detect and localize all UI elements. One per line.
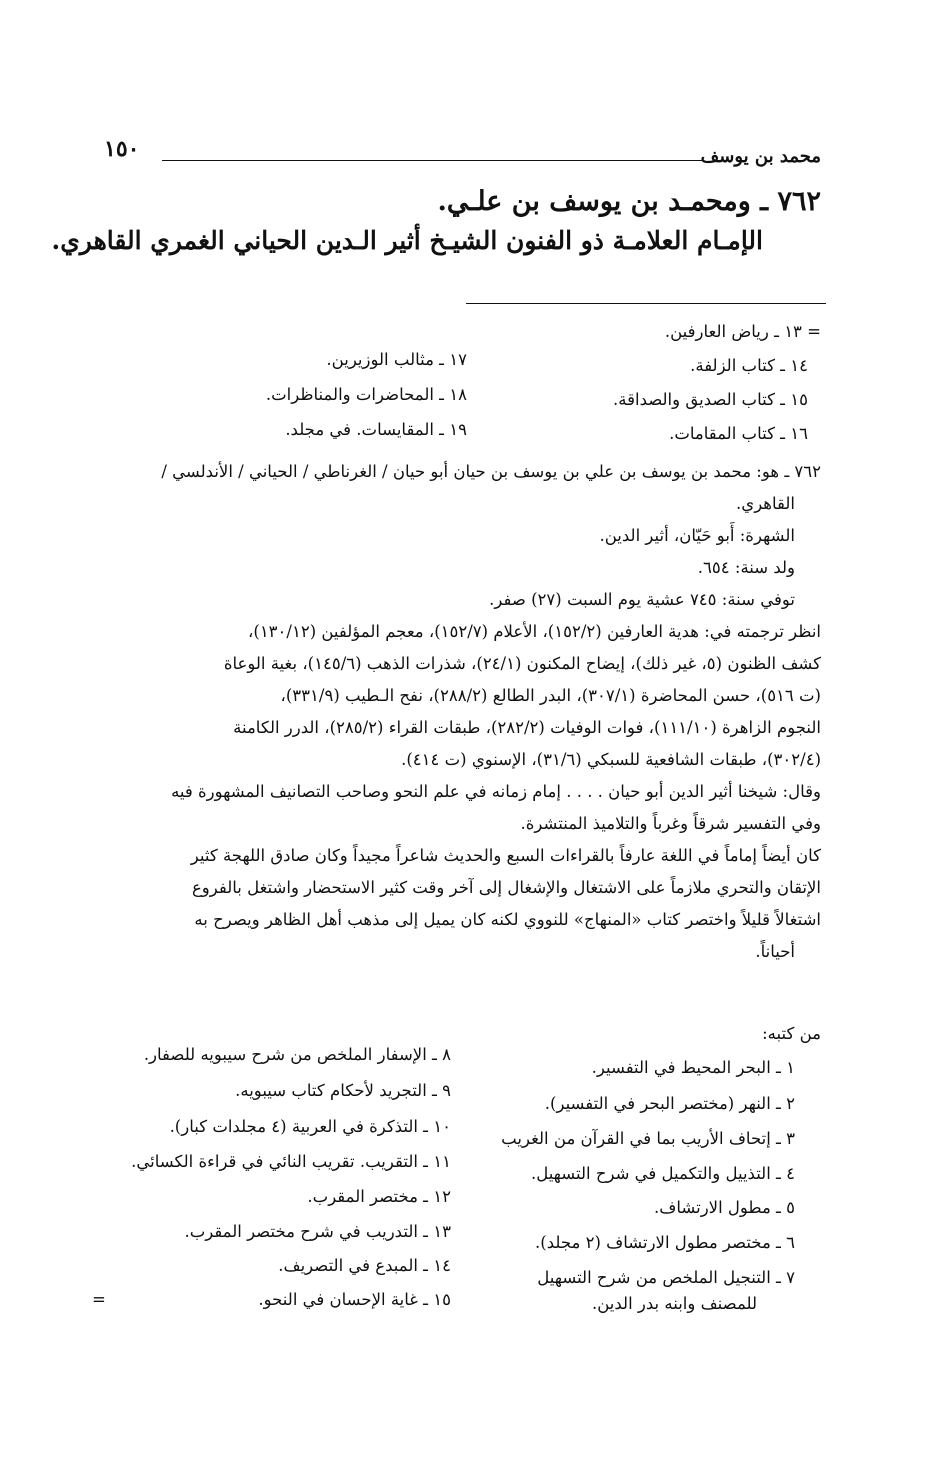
sources-line: النجوم الزاهرة (١١١/١٠)، فوات الوفيات (٢٨٢/٢)، طبقات القراء (٢٨٥/٢)، الدرر الكامنة bbox=[233, 718, 821, 737]
continuation-mark: = bbox=[92, 1290, 106, 1309]
book-item-8: ٨ ـ الإسفار الملخص من شرح سيبويه للصفار. bbox=[143, 1045, 451, 1064]
died-line: توفي سنة: ٧٤٥ عشية يوم السبت (٢٧) صفر. bbox=[489, 590, 795, 609]
book-item-7-cont: للمصنف وابنه بدر الدين. bbox=[592, 1294, 757, 1313]
identity-line-cont: القاهري. bbox=[736, 494, 795, 513]
entry-description: الإمـام العلامـة ذو الفنون الشيـخ أثير الـدين الحياني الغمري القاهري. bbox=[51, 226, 763, 255]
running-head: محمد بن يوسف bbox=[700, 146, 821, 167]
entry-heading: ٧٦٢ ـ ومحمـد بن يوسف بن علـي. bbox=[437, 186, 821, 217]
sources-line: (٣٠٢/٤)، طبقات الشافعية للسبكي (٣١/٦)، الإسنوي (ت ٤١٤). bbox=[401, 750, 821, 769]
book-item-2: ٢ ـ النهر (مختصر البحر في التفسير). bbox=[544, 1094, 795, 1113]
book-item-14: ١٤ ـ المبدع في التصريف. bbox=[278, 1256, 451, 1275]
prev-book-19: ١٩ ـ المقايسات. في مجلد. bbox=[285, 420, 467, 439]
sources-line: انظر ترجمته في: هدية العارفين (١٥٢/٢)، الأعلام (١٥٢/٧)، معجم المؤلفين (١٣٠/١٢)، bbox=[248, 622, 821, 641]
description-line: اشتغالاً قليلاً واختصر كتاب «المنهاج» للنووي لكنه كان يميل إلى مذهب أهل الظاهر ويصرح به bbox=[194, 910, 821, 929]
description-line: أحياناً. bbox=[755, 942, 795, 961]
book-item-3: ٣ ـ إتحاف الأريب بما في القرآن من الغريب bbox=[501, 1129, 795, 1148]
book-item-1: ١ ـ البحر المحيط في التفسير. bbox=[591, 1058, 795, 1077]
sources-line: كشف الظنون (٥، غير ذلك)، إيضاح المكنون (٢٤/١)، شذرات الذهب (١٤٥/٦)، بغية الوعاة bbox=[223, 654, 821, 673]
prev-book-18: ١٨ ـ المحاضرات والمناظرات. bbox=[265, 385, 467, 404]
prev-book-17: ١٧ ـ مثالب الوزيرين. bbox=[326, 350, 467, 369]
description-line: الإتقان والتحري ملازماً على الاشتغال والإشغال إلى آخر وقت كثير الاستحضار واشتغل بالفروع bbox=[191, 878, 821, 897]
sources-line: (ت ٥١٦)، حسن المحاضرة (٣٠٧/١)، البدر الطالع (٢٨٨/٢)، نفح الـطيب (٣٣١/٩)، bbox=[280, 686, 821, 705]
page-number: ١٥٠ bbox=[104, 136, 140, 162]
book-item-6: ٦ ـ مختصر مطول الارتشاف (٢ مجلد). bbox=[535, 1233, 795, 1252]
footnote-rule bbox=[466, 303, 826, 304]
book-item-15: ١٥ ـ غاية الإحسان في النحو. bbox=[258, 1290, 451, 1309]
book-item-10: ١٠ ـ التذكرة في العربية (٤ مجلدات كبار). bbox=[169, 1117, 451, 1136]
book-item-4: ٤ ـ التذييل والتكميل في شرح التسهيل. bbox=[530, 1164, 795, 1183]
prev-book-15: ١٥ ـ كتاب الصديق والصداقة. bbox=[613, 390, 808, 409]
book-item-13: ١٣ ـ التدريب في شرح مختصر المقرب. bbox=[184, 1222, 451, 1241]
prev-book-14: ١٤ ـ كتاب الزلفة. bbox=[690, 356, 808, 375]
book-item-11: ١١ ـ التقريب. تقريب النائي في قراءة الكسائي. bbox=[131, 1152, 451, 1171]
prev-book-16: ١٦ ـ كتاب المقامات. bbox=[669, 424, 808, 443]
books-label: من كتبه: bbox=[762, 1024, 821, 1043]
quote-line: وفي التفسير شرقاً وغرباً والتلاميذ المنتشرة. bbox=[520, 814, 821, 833]
header-rule bbox=[162, 160, 704, 161]
quote-line: وقال: شيخنا أثير الدين أبو حيان . . . . إمام زمانه في علم النحو وصاحب التصانيف المشهورة فيه bbox=[171, 782, 821, 801]
book-item-12: ١٢ ـ مختصر المقرب. bbox=[307, 1187, 451, 1206]
book-item-5: ٥ ـ مطول الارتشاف. bbox=[654, 1198, 795, 1217]
footnote-body bbox=[109, 456, 821, 968]
born-line: ولد سنة: ٦٥٤. bbox=[697, 558, 795, 577]
prev-book-13: = ١٣ ـ رياض العارفين. bbox=[664, 322, 821, 341]
description-line: كان أيضاً إماماً في اللغة عارفاً بالقراءات السبع والحديث شاعراً مجيداً وكان صادق اللهجة كثير bbox=[190, 846, 821, 865]
book-item-7: ٧ ـ التنجيل الملخص من شرح التسهيل bbox=[537, 1268, 795, 1287]
fame-line: الشهرة: أَبو حَيّان، أثير الدين. bbox=[599, 526, 795, 545]
identity-line: ٧٦٢ ـ هو: محمد بن يوسف بن علي بن يوسف بن حيان أبو حيان / الغرناطي / الحياني / الأندلسي / bbox=[161, 462, 821, 481]
book-item-9: ٩ ـ التجريد لأحكام كتاب سيبويه. bbox=[235, 1081, 451, 1100]
